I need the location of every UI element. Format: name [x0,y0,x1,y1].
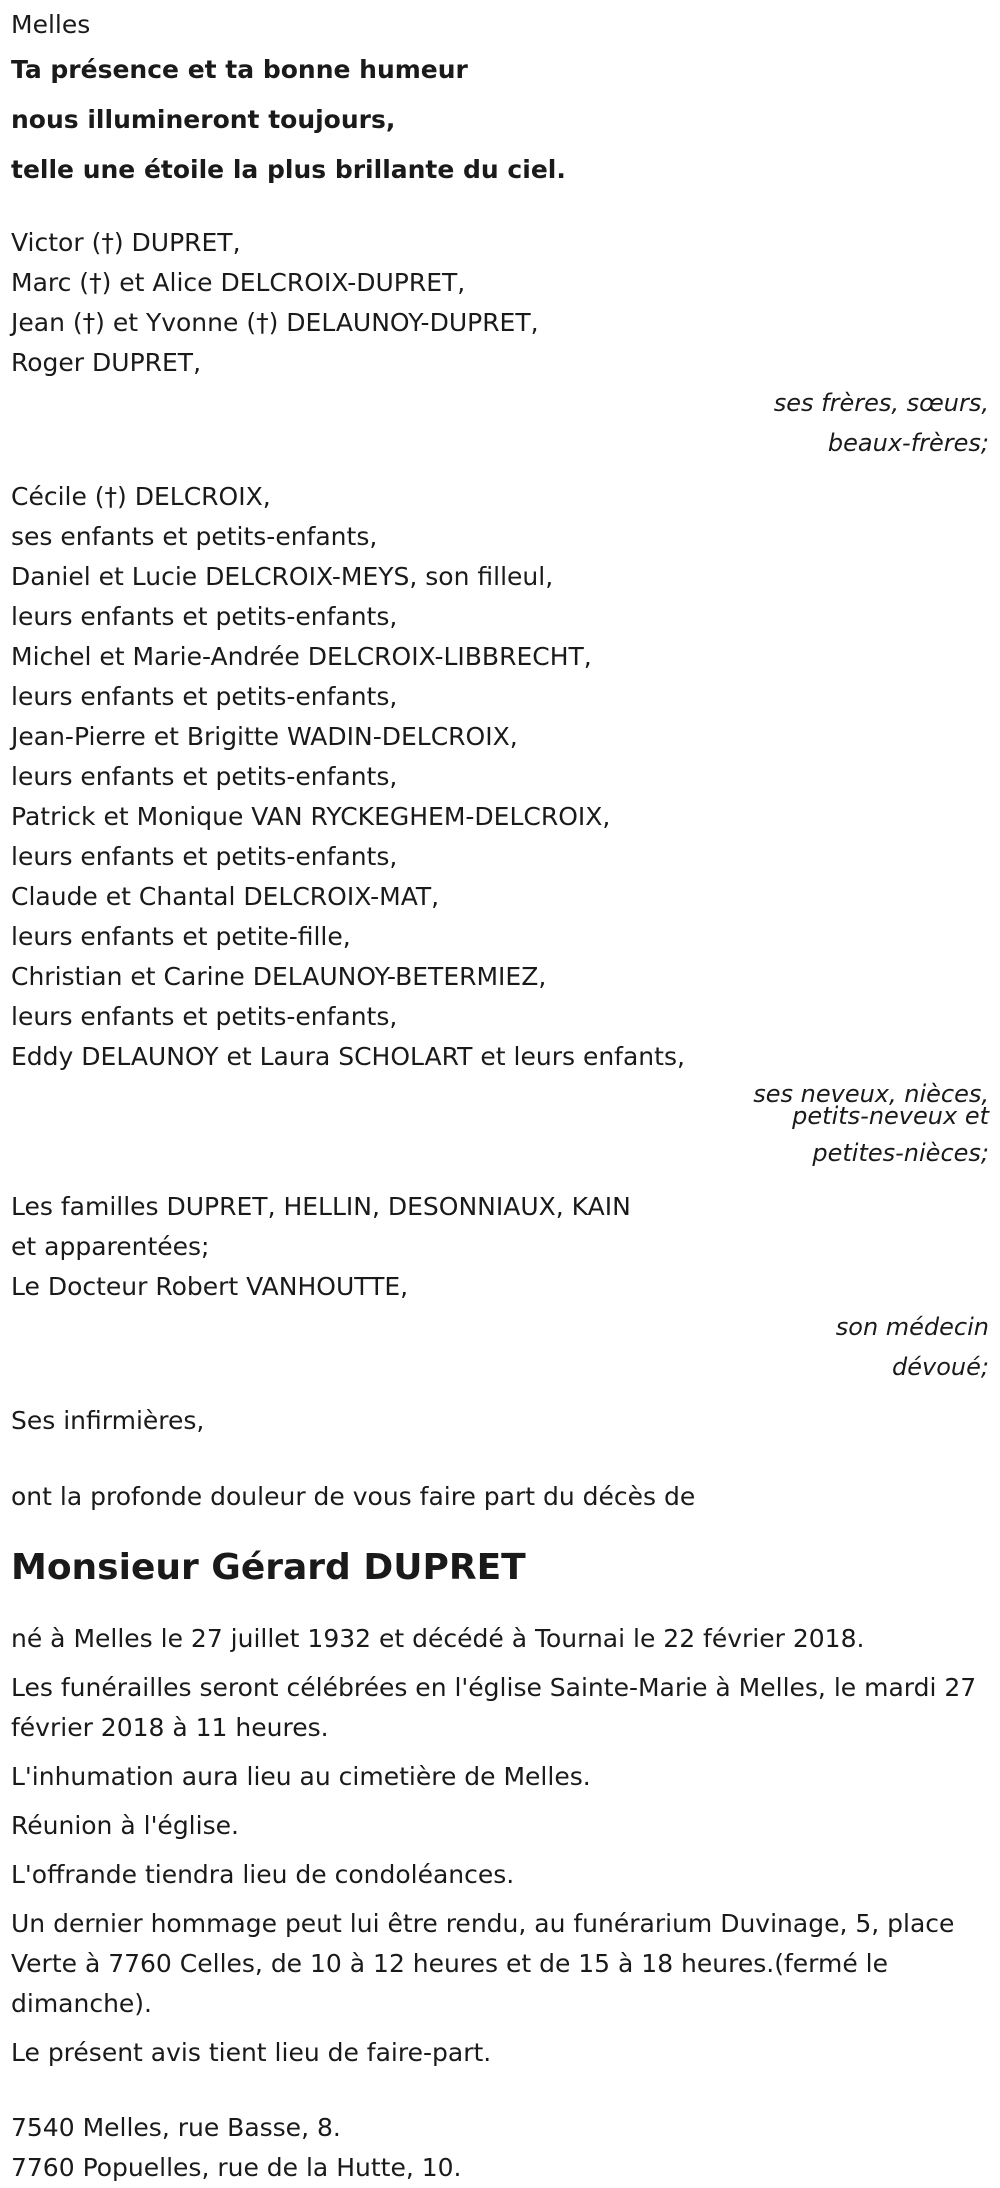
family-member: Eddy DELAUNOY et Laura SCHOLART et leurs enfants, [11,1042,685,1071]
family-member: leurs enfants et petite-fille, [11,922,351,951]
detail-paragraph: Les funérailles seront célébrées en l'église Sainte-Marie à Melles, le mardi 27 février 2018 à 11 heures. [11,1673,977,1742]
memorial-poem [11,45,989,195]
family-member: Marc (†) et Alice DELCROIX-DUPRET, [11,268,466,297]
detail-paragraph: L'offrande tiendra lieu de condoléances. [11,1860,515,1889]
family-member: Les familles DUPRET, HELLIN, DESONNIAUX, KAIN [11,1192,631,1221]
family-member: Cécile (†) DELCROIX, [11,482,271,511]
family-member: Le Docteur Robert VANHOUTTE, [11,1272,409,1301]
siblings-block [11,223,989,463]
detail-paragraph: Le présent avis tient lieu de faire-part. [11,2038,492,2067]
address-line: 7760 Popuelles, rue de la Hutte, 10. [11,2153,462,2182]
address-line: 7540 Melles, rue Basse, 8. [11,2113,341,2142]
relationship-label: ses neveux, nièces, [753,1080,989,1108]
nurses-line: Ses infirmières, [11,1406,205,1435]
relationship-label: ses frères, sœurs, [773,389,989,417]
poem-line: telle une étoile la plus brillante du ciel. [11,155,566,184]
deceased-name: Monsieur Gérard DUPRET [11,1547,526,1588]
family-member: Jean (†) et Yvonne (†) DELAUNOY-DUPRET, [11,308,539,337]
family-member: leurs enfants et petits-enfants, [11,842,398,871]
relationship-label: son médecin [835,1313,989,1341]
family-member: Daniel et Lucie DELCROIX-MEYS, son filleul, [11,562,554,591]
relationship-label: dévoué; [892,1353,989,1381]
family-member: Roger DUPRET, [11,348,202,377]
detail-paragraph: L'inhumation aura lieu au cimetière de Melles. [11,1762,591,1791]
relationship-label: beaux-frères; [827,429,989,457]
family-member: leurs enfants et petits-enfants, [11,762,398,791]
family-member: leurs enfants et petits-enfants, [11,1002,398,1031]
relationship-label: petites-nièces; [812,1139,989,1167]
family-member: Claude et Chantal DELCROIX-MAT, [11,882,440,911]
relationship-label: petits-neveux et [792,1102,989,1130]
family-member: Michel et Marie-Andrée DELCROIX-LIBBRECHT, [11,642,592,671]
family-member: et apparentées; [11,1232,210,1261]
detail-paragraph: Réunion à l'église. [11,1811,239,1840]
others-block [11,1187,989,1387]
detail-paragraph: Un dernier hommage peut lui être rendu, au funérarium Duvinage, 5, place Verte à 7760 Celles, de 10 à 12 heures et de 15 à 18 heures.(fermé le dimanche). [11,1909,955,2018]
family-member: Jean-Pierre et Brigitte WADIN-DELCROIX, [11,722,518,751]
family-member: leurs enfants et petits-enfants, [11,682,398,711]
detail-paragraph: né à Melles le 27 juillet 1932 et décédé à Tournai le 22 février 2018. [11,1624,865,1653]
obituary-document [11,5,989,2188]
family-member: leurs enfants et petits-enfants, [11,602,398,631]
poem-line: nous illumineront toujours, [11,105,396,134]
funeral-details [11,1619,989,2073]
addresses-block [11,2108,989,2188]
announcement-text: ont la profonde douleur de vous faire part du décès de [11,1482,696,1511]
family-member: Victor (†) DUPRET, [11,228,241,257]
nephews-block [11,477,989,1173]
poem-line: Ta présence et ta bonne humeur [11,55,468,84]
family-member: Patrick et Monique VAN RYCKEGHEM-DELCROIX, [11,802,611,831]
family-member: Christian et Carine DELAUNOY-BETERMIEZ, [11,962,547,991]
family-member: ses enfants et petits-enfants, [11,522,378,551]
place-heading: Melles [11,10,91,39]
